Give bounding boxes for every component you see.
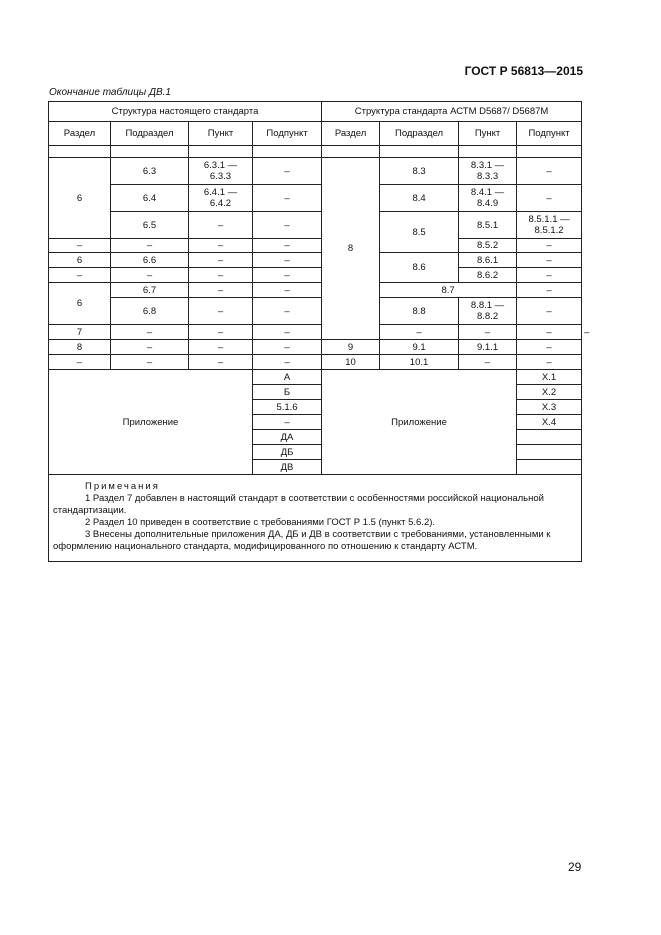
table-cell: – [253, 158, 322, 185]
table-cell: – [517, 185, 582, 212]
table-cell: 7 [49, 325, 111, 340]
table-row [49, 253, 582, 268]
table-cell: – [253, 268, 322, 283]
table-row [49, 268, 582, 283]
table-cell: 8.8 [380, 298, 459, 325]
table-cell: – [189, 283, 253, 298]
table-cell: – [189, 298, 253, 325]
table-cell: – [253, 325, 322, 340]
table-cell: – [459, 355, 517, 370]
table-row [49, 355, 582, 370]
table-cell: – [253, 239, 322, 253]
table-cell: 8.4.1 — 8.4.9 [459, 185, 517, 212]
table-cell: 8.8.1 — 8.8.2 [459, 298, 517, 325]
left-structure-title: Структура настоящего стандарта [49, 102, 322, 122]
table-cell: – [189, 268, 253, 283]
table-cell [517, 445, 582, 460]
table-cell: 6.3 [111, 158, 189, 185]
appendix-label-left: Приложение [49, 370, 253, 475]
table-cell: 9 [322, 340, 380, 355]
table-cell: 8.7 [380, 283, 517, 298]
table-cell: – [517, 298, 582, 325]
note-3: 3 Внесены дополнительные приложения ДА, ДБ и ДВ в соответствии с требованиями, установленными к оформлению национального стандарта, модифицированного по отношению к стандарту АСТМ. [53, 529, 551, 552]
table-cell: А [253, 370, 322, 385]
table-row [49, 298, 582, 325]
table-cell: – [517, 239, 582, 253]
table-cell: 8.5.2 [459, 239, 517, 253]
table-cell: – [189, 253, 253, 268]
right-structure-title: Структура стандарта АСТМ D5687/ D5687M [322, 102, 582, 122]
notes-row [49, 475, 582, 562]
table-cell: – [111, 239, 189, 253]
table-cell: 6.6 [111, 253, 189, 268]
column-header: Раздел [49, 122, 111, 146]
column-header: Подпункт [517, 122, 582, 146]
table-cell: – [253, 298, 322, 325]
table-cell: – [111, 268, 189, 283]
table-cell: 8.6.1 [459, 253, 517, 268]
table-cell: – [253, 340, 322, 355]
note-2: 2 Раздел 10 приведен в соответствие с требованиями ГОСТ Р 1.5 (пункт 5.6.2). [85, 517, 436, 528]
table-cell: – [253, 185, 322, 212]
table-cell: 8.6 [380, 253, 459, 283]
table-cell: – [253, 415, 322, 430]
table-cell: – [253, 283, 322, 298]
column-header: Подраздел [380, 122, 459, 146]
table-row [49, 340, 582, 355]
structure-comparison-table [48, 101, 590, 562]
table-cell: Х.1 [517, 370, 582, 385]
table-cell: – [517, 158, 582, 185]
table-cell: 8.5 [380, 212, 459, 253]
column-header: Подпункт [253, 122, 322, 146]
table-cell: Х.2 [517, 385, 582, 400]
table-row: 7 – – – – – – – [49, 325, 582, 340]
table-cell: 8.3.1 — 8.3.3 [459, 158, 517, 185]
note-1: 1 Раздел 7 добавлен в настоящий стандарт в соответствии с особенностями российской национальной стандартизации. [53, 493, 544, 516]
table-cell: 6.4 [111, 185, 189, 212]
table-cell: 8 [322, 158, 380, 340]
table-cell: Х.4 [517, 415, 582, 430]
table-cell: – [189, 355, 253, 370]
table-cell: – [253, 355, 322, 370]
notes-cell [49, 475, 582, 562]
table-cell: 6.4.1 — 6.4.2 [189, 185, 253, 212]
table-cell: 6 [49, 158, 111, 239]
table-cell: – [517, 355, 582, 370]
column-header: Пункт [459, 122, 517, 146]
table-cell: – [253, 253, 322, 268]
table-cell: – [380, 325, 459, 340]
appendix-label-right: Приложение [322, 370, 517, 475]
table-cell: – [111, 340, 189, 355]
table-cell: – [517, 325, 582, 340]
column-header: Подраздел [111, 122, 189, 146]
table-cell [517, 460, 582, 475]
table-cell: 8.6.2 [459, 268, 517, 283]
table-cell: – [517, 283, 582, 298]
table-cell: ДВ [253, 460, 322, 475]
notes-title: Примечания [85, 481, 160, 492]
table-cell: 8.4 [380, 185, 459, 212]
document-id: ГОСТ Р 56813—2015 [464, 64, 583, 78]
column-header: Пункт [189, 122, 253, 146]
table-cell: – [459, 325, 517, 340]
table-cell: 8 [49, 340, 111, 355]
table-row [49, 158, 582, 185]
table-cell [517, 430, 582, 445]
table-cell: Х.3 [517, 400, 582, 415]
column-header: Раздел [322, 122, 380, 146]
table-cell: 10 [322, 355, 380, 370]
table-cell: – [49, 268, 111, 283]
table-row [49, 146, 582, 158]
table-cell: 8.5.1.1 — 8.5.1.2 [517, 212, 582, 239]
table-cell: 6.5 [111, 212, 189, 239]
table-cell: 8.5.1 [459, 212, 517, 239]
table-cell: ДБ [253, 445, 322, 460]
table-cell: 8.3 [380, 158, 459, 185]
table-cell: – [253, 212, 322, 239]
table-cell: – [189, 325, 253, 340]
table-cell: – [49, 239, 111, 253]
table-cell: – [517, 340, 582, 355]
table-row [49, 212, 582, 239]
page-number: 29 [568, 860, 582, 874]
table-cell: ДА [253, 430, 322, 445]
table-caption: Окончание таблицы ДВ.1 [49, 87, 171, 98]
table-cell: 10.1 [380, 355, 459, 370]
table-cell: – [111, 325, 189, 340]
table-cell: 6 [49, 253, 111, 268]
table-cell: – [189, 239, 253, 253]
table-cell: – [517, 268, 582, 283]
table-cell: – [517, 253, 582, 268]
table-cell: 6.3.1 — 6.3.3 [189, 158, 253, 185]
table-row [49, 185, 582, 212]
table-cell: 9.1.1 [459, 340, 517, 355]
table-cell: – [111, 355, 189, 370]
table-cell: 5.1.6 [253, 400, 322, 415]
table-cell: 6 [49, 283, 111, 325]
table-cell: 6.8 [111, 298, 189, 325]
table-row [49, 239, 582, 253]
table-cell: – [189, 340, 253, 355]
table-cell: – [189, 212, 253, 239]
table-row [49, 370, 582, 385]
table-cell: Б [253, 385, 322, 400]
table-cell: 9.1 [380, 340, 459, 355]
table-cell: – [49, 355, 111, 370]
table-row [49, 283, 582, 298]
table-cell: 6.7 [111, 283, 189, 298]
